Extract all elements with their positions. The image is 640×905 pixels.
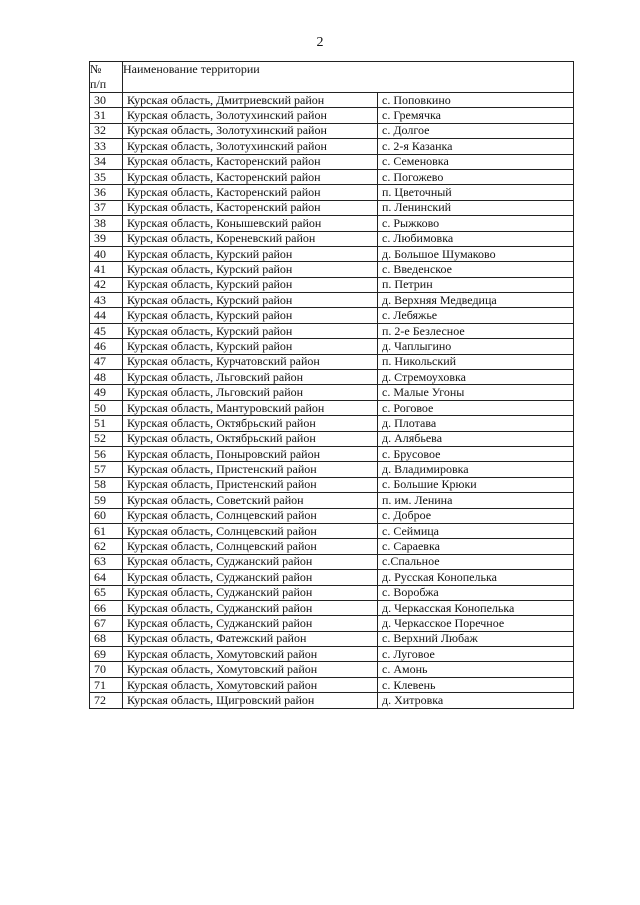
table-row — [90, 169, 574, 184]
row-number-cell: 72 — [90, 693, 123, 708]
table-row — [90, 246, 574, 261]
region-cell: Курская область, Курский район — [123, 308, 378, 323]
table-row — [90, 585, 574, 600]
row-number-cell: 66 — [90, 600, 123, 615]
region-cell: Курская область, Курчатовский район — [123, 354, 378, 369]
table-row — [90, 123, 574, 138]
region-cell: Курская область, Октябрьский район — [123, 431, 378, 446]
settlement-cell: п. Ленинский — [378, 200, 574, 215]
settlement-cell: с. Гремячка — [378, 108, 574, 123]
region-cell: Курская область, Курский район — [123, 293, 378, 308]
region-cell: Курская область, Суджанский район — [123, 570, 378, 585]
region-cell: Курская область, Касторенский район — [123, 169, 378, 184]
settlement-cell: с. Роговое — [378, 400, 574, 415]
settlement-cell: с. Клевень — [378, 677, 574, 692]
table-row — [90, 508, 574, 523]
row-number-cell: 34 — [90, 154, 123, 169]
row-number-cell: 61 — [90, 523, 123, 538]
settlement-cell: д. Большое Шумаково — [378, 246, 574, 261]
settlement-cell: п. Никольский — [378, 354, 574, 369]
settlement-cell: п. Петрин — [378, 277, 574, 292]
table-row — [90, 677, 574, 692]
table-header-row — [90, 62, 574, 93]
region-cell: Курская область, Кореневский район — [123, 231, 378, 246]
region-cell: Курская область, Пристенский район — [123, 477, 378, 492]
row-number-cell: 41 — [90, 262, 123, 277]
row-number-cell: 47 — [90, 354, 123, 369]
table-row — [90, 431, 574, 446]
settlement-cell: с. Сеймица — [378, 523, 574, 538]
table-row — [90, 93, 574, 108]
settlement-cell: с. Долгое — [378, 123, 574, 138]
region-cell: Курская область, Конышевский район — [123, 216, 378, 231]
table-row — [90, 570, 574, 585]
region-cell: Курская область, Золотухинский район — [123, 139, 378, 154]
number-column-header — [90, 62, 123, 93]
region-cell: Курская область, Пристенский район — [123, 462, 378, 477]
row-number-cell: 69 — [90, 647, 123, 662]
row-number-cell: 52 — [90, 431, 123, 446]
table-row — [90, 293, 574, 308]
row-number-cell: 45 — [90, 323, 123, 338]
settlement-cell: п. Цветочный — [378, 185, 574, 200]
row-number-cell: 71 — [90, 677, 123, 692]
row-number-cell: 68 — [90, 631, 123, 646]
region-cell: Курская область, Суджанский район — [123, 616, 378, 631]
region-cell: Курская область, Советский район — [123, 493, 378, 508]
settlement-cell: с. Сараевка — [378, 539, 574, 554]
region-cell: Курская область, Солнцевский район — [123, 523, 378, 538]
settlement-cell: с. Семеновка — [378, 154, 574, 169]
settlement-cell: д. Чаплыгино — [378, 339, 574, 354]
territory-name-column-header: Наименование территории — [123, 62, 574, 93]
page-number: 2 — [316, 35, 324, 50]
row-number-cell: 35 — [90, 169, 123, 184]
table-row — [90, 400, 574, 415]
table-row — [90, 277, 574, 292]
row-number-cell: 37 — [90, 200, 123, 215]
row-number-cell: 67 — [90, 616, 123, 631]
settlement-cell: д. Черкасское Поречное — [378, 616, 574, 631]
row-number-cell: 32 — [90, 123, 123, 138]
row-number-cell: 63 — [90, 554, 123, 569]
row-number-cell: 51 — [90, 416, 123, 431]
settlement-cell: с. Поповкино — [378, 93, 574, 108]
settlement-cell: с. Введенское — [378, 262, 574, 277]
table-row — [90, 493, 574, 508]
row-number-cell: 44 — [90, 308, 123, 323]
region-cell: Курская область, Фатежский район — [123, 631, 378, 646]
table-row — [90, 339, 574, 354]
territories-table — [89, 61, 574, 709]
settlement-cell: д. Верхняя Медведица — [378, 293, 574, 308]
row-number-cell: 60 — [90, 508, 123, 523]
settlement-cell: д. Русская Конопелька — [378, 570, 574, 585]
region-cell: Курская область, Щигровский район — [123, 693, 378, 708]
region-cell: Курская область, Солнцевский район — [123, 508, 378, 523]
row-number-cell: 64 — [90, 570, 123, 585]
region-cell: Курская область, Октябрьский район — [123, 416, 378, 431]
settlement-cell: д. Стремоуховка — [378, 370, 574, 385]
region-cell: Курская область, Поныровский район — [123, 446, 378, 461]
table-row — [90, 200, 574, 215]
row-number-cell: 46 — [90, 339, 123, 354]
region-cell: Курская область, Касторенский район — [123, 200, 378, 215]
table-row — [90, 139, 574, 154]
region-cell: Курская область, Золотухинский район — [123, 108, 378, 123]
row-number-cell: 65 — [90, 585, 123, 600]
settlement-cell: с. Погожево — [378, 169, 574, 184]
table-row — [90, 693, 574, 708]
table-row — [90, 185, 574, 200]
row-number-cell: 62 — [90, 539, 123, 554]
row-number-cell: 38 — [90, 216, 123, 231]
settlement-cell: д. Черкасская Конопелька — [378, 600, 574, 615]
region-cell: Курская область, Льговский район — [123, 385, 378, 400]
table-row — [90, 416, 574, 431]
settlement-cell: с. Воробжа — [378, 585, 574, 600]
number-header-abbrev: п/п — [90, 77, 107, 91]
table-row — [90, 323, 574, 338]
region-cell: Курская область, Курский район — [123, 277, 378, 292]
table-row — [90, 523, 574, 538]
table-row — [90, 231, 574, 246]
table-body — [90, 93, 574, 709]
row-number-cell: 59 — [90, 493, 123, 508]
region-cell: Курская область, Льговский район — [123, 370, 378, 385]
settlement-cell: с. Любимовка — [378, 231, 574, 246]
row-number-cell: 48 — [90, 370, 123, 385]
settlement-cell: с. Большие Крюки — [378, 477, 574, 492]
settlement-cell: п. им. Ленина — [378, 493, 574, 508]
table-row — [90, 262, 574, 277]
settlement-cell: д. Плотава — [378, 416, 574, 431]
region-cell: Курская область, Касторенский район — [123, 154, 378, 169]
row-number-cell: 40 — [90, 246, 123, 261]
settlement-cell: с. Доброе — [378, 508, 574, 523]
table-row — [90, 462, 574, 477]
region-cell: Курская область, Курский район — [123, 323, 378, 338]
region-cell: Курская область, Хомутовский район — [123, 662, 378, 677]
row-number-cell: 43 — [90, 293, 123, 308]
table-row — [90, 600, 574, 615]
region-cell: Курская область, Курский район — [123, 262, 378, 277]
settlement-cell: с. Верхний Любаж — [378, 631, 574, 646]
settlement-cell: с. Малые Угоны — [378, 385, 574, 400]
table-row — [90, 154, 574, 169]
row-number-cell: 39 — [90, 231, 123, 246]
settlement-cell: с. Брусовое — [378, 446, 574, 461]
region-cell: Курская область, Суджанский район — [123, 585, 378, 600]
number-header-symbol: № — [90, 62, 102, 76]
row-number-cell: 58 — [90, 477, 123, 492]
table-row — [90, 477, 574, 492]
table-row — [90, 108, 574, 123]
table-row — [90, 446, 574, 461]
settlement-cell: с. Рыжково — [378, 216, 574, 231]
region-cell: Курская область, Касторенский район — [123, 185, 378, 200]
row-number-cell: 50 — [90, 400, 123, 415]
settlement-cell: д. Владимировка — [378, 462, 574, 477]
row-number-cell: 31 — [90, 108, 123, 123]
table-row — [90, 647, 574, 662]
settlement-cell: п. 2-е Безлесное — [378, 323, 574, 338]
row-number-cell: 56 — [90, 446, 123, 461]
region-cell: Курская область, Дмитриевский район — [123, 93, 378, 108]
row-number-cell: 36 — [90, 185, 123, 200]
region-cell: Курская область, Золотухинский район — [123, 123, 378, 138]
row-number-cell: 57 — [90, 462, 123, 477]
settlement-cell: с. Лебяжье — [378, 308, 574, 323]
region-cell: Курская область, Курский район — [123, 246, 378, 261]
region-cell: Курская область, Суджанский район — [123, 600, 378, 615]
settlement-cell: с. 2-я Казанка — [378, 139, 574, 154]
settlement-cell: с. Амонь — [378, 662, 574, 677]
region-cell: Курская область, Хомутовский район — [123, 677, 378, 692]
region-cell: Курская область, Хомутовский район — [123, 647, 378, 662]
table-row — [90, 662, 574, 677]
settlement-cell: с.Спальное — [378, 554, 574, 569]
table-row — [90, 216, 574, 231]
table-row — [90, 370, 574, 385]
table-row — [90, 308, 574, 323]
settlement-cell: д. Алябьева — [378, 431, 574, 446]
table-row — [90, 631, 574, 646]
table-row — [90, 385, 574, 400]
table-row — [90, 554, 574, 569]
settlement-cell: с. Луговое — [378, 647, 574, 662]
table-row — [90, 539, 574, 554]
row-number-cell: 33 — [90, 139, 123, 154]
settlement-cell: д. Хитровка — [378, 693, 574, 708]
table-row — [90, 354, 574, 369]
row-number-cell: 49 — [90, 385, 123, 400]
region-cell: Курская область, Солнцевский район — [123, 539, 378, 554]
region-cell: Курская область, Мантуровский район — [123, 400, 378, 415]
region-cell: Курская область, Курский район — [123, 339, 378, 354]
region-cell: Курская область, Суджанский район — [123, 554, 378, 569]
row-number-cell: 30 — [90, 93, 123, 108]
table-row — [90, 616, 574, 631]
row-number-cell: 70 — [90, 662, 123, 677]
row-number-cell: 42 — [90, 277, 123, 292]
